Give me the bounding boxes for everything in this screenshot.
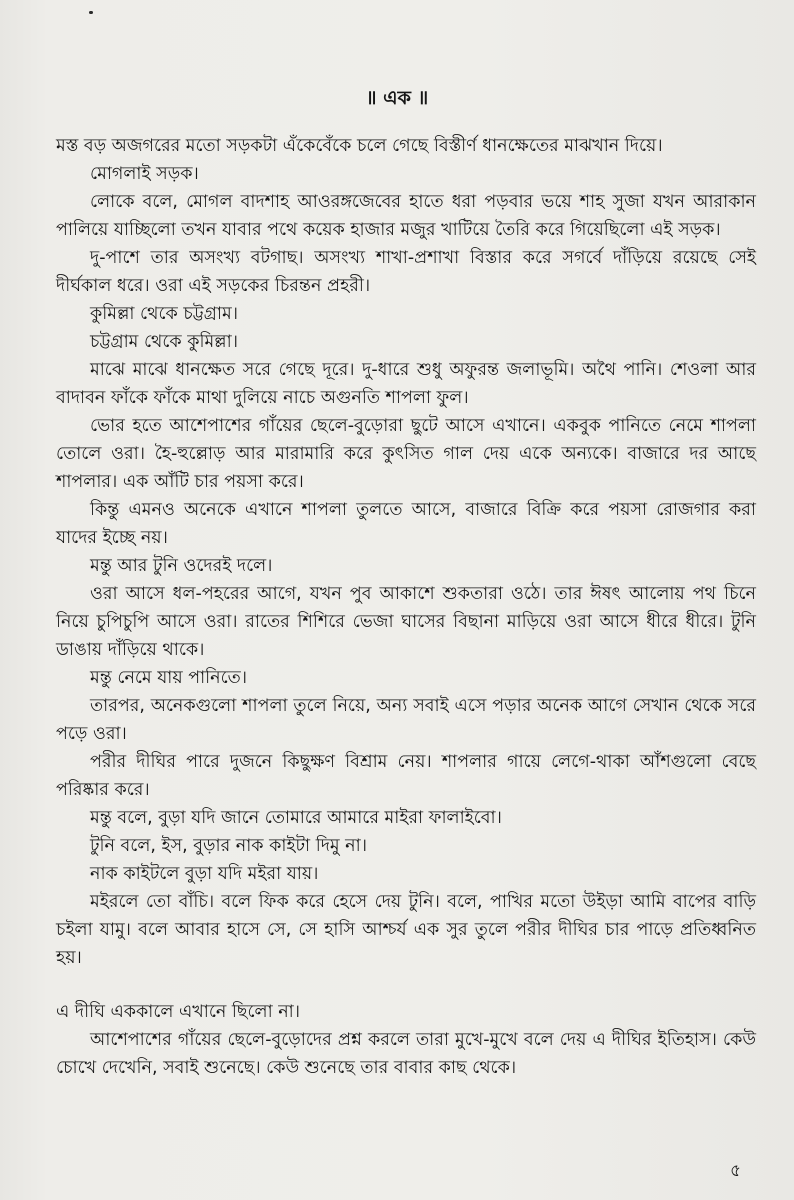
paragraph: এ দীঘি এককালে এখানে ছিলো না। [56, 1002, 300, 1022]
paragraph: পরীর দীঘির পারে দুজনে কিছুক্ষণ বিশ্রাম নেয়। শাপলার গায়ে লেগে-থাকা আঁশগুলো বেছে পরিষ্কার করে। [56, 752, 756, 800]
page-number: ৫ [730, 1161, 742, 1181]
paragraph: লোকে বলে, মোগল বাদশাহ আওরঙ্গজেবের হাতে ধরা পড়বার ভয়ে শাহ সুজা যখন আরাকান পালিয়ে যাচ্ছিলো তখন যাবার পথে কয়েক হাজার মজুর খাটিয়ে তৈরি করে গিয়েছিলো এই সড়ক। [56, 192, 756, 240]
paragraph: কিন্তু এমনও অনেকে এখানে শাপলা তুলতে আসে, বাজারে বিক্রি করে পয়সা রোজগার করা যাদের ইচ্ছে নয়। [56, 500, 756, 548]
paragraph: তারপর, অনেকগুলো শাপলা তুলে নিয়ে, অন্য সবাই এসে পড়ার অনেক আগে সেখান থেকে সরে পড়ে ওরা। [56, 696, 756, 744]
paragraph: কুমিল্লা থেকে চট্টগ্রাম। [90, 304, 238, 324]
paragraph: চট্টগ্রাম থেকে কুমিল্লা। [90, 332, 238, 352]
paragraph: মন্তু আর টুনি ওদেরই দলে। [90, 556, 273, 576]
paragraph: মোগলাই সড়ক। [90, 164, 199, 184]
paragraph: নাক কাইটলে বুড়া যদি মইরা যায়। [90, 864, 319, 884]
paragraph: টুনি বলে, ইস, বুড়ার নাক কাইটা দিমু না। [90, 836, 367, 856]
paragraph: দু-পাশে তার অসংখ্য বটগাছ। অসংখ্য শাখা-প্রশাখা বিস্তার করে সগর্বে দাঁড়িয়ে রয়েছে সেই দীর্ঘকাল ধরে। ওরা এই সড়কের চিরন্তন প্রহরী। [56, 248, 756, 296]
paragraph: মন্তু বলে, বুড়া যদি জানে তোমারে আমারে মাইরা ফালাইবো। [90, 808, 502, 828]
paragraph: ওরা আসে ধল-পহরের আগে, যখন পুব আকাশে শুকতারা ওঠে। তার ঈষৎ আলোয় পথ চিনে নিয়ে চুপিচুপি আসে ওরা। রাতের শিশিরে ভেজা ঘাসের বিছানা মাড়িয়ে ওরা আসে ধীরে ধীরে। টুনি ডাঙায় দাঁড়িয়ে থাকে। [56, 584, 756, 660]
paragraph: ভোর হতে আশেপাশের গাঁয়ের ছেলে-বুড়োরা ছুটে আসে এখানে। একবুক পানিতে নেমে শাপলা তোলে ওরা। হৈ-হুল্লোড় আর মারামারি করে কুৎসিত গাল দেয় একে অন্যকে। বাজারে দর আছে শাপলার। এক আঁটি চার পয়সা করে। [56, 416, 756, 492]
paragraph: মাঝে মাঝে ধানক্ষেত সরে গেছে দূরে। দু-ধারে শুধু অফুরন্ত জলাভূমি। অথৈ পানি। শেওলা আর বাদাবন ফাঁকে ফাঁকে মাথা দুলিয়ে নাচে অগুনতি শাপলা ফুল। [56, 360, 756, 408]
paragraph: মন্তু নেমে যায় পানিতে। [90, 668, 248, 688]
paragraph: মইরলে তো বাঁচি। বলে ফিক করে হেসে দেয় টুনি। বলে, পাখির মতো উইড়া আমি বাপের বাড়ি চইলা যামু। বলে আবার হাসে সে, সে হাসি আশ্চর্য এক সুর তুলে পরীর দীঘির চার পাড়ে প্রতিধ্বনিত হয়। [56, 892, 756, 968]
paragraph: মস্ত বড় অজগরের মতো সড়কটা এঁকেবেঁকে চলে গেছে বিস্তীর্ণ ধানক্ষেতের মাঝখান দিয়ে। [56, 136, 663, 156]
paragraph: আশেপাশের গাঁয়ের ছেলে-বুড়োদের প্রশ্ন করলে তারা মুখে-মুখে বলে দেয় এ দীঘির ইতিহাস। কেউ চোখে দেখেনি, সবাই শুনেছে। কেউ শুনেছে তার বাবার কাছ থেকে। [56, 1030, 756, 1078]
chapter-heading: ॥ এক ॥ [365, 87, 429, 109]
body-text [56, 132, 756, 1082]
ink-speck [89, 11, 93, 14]
